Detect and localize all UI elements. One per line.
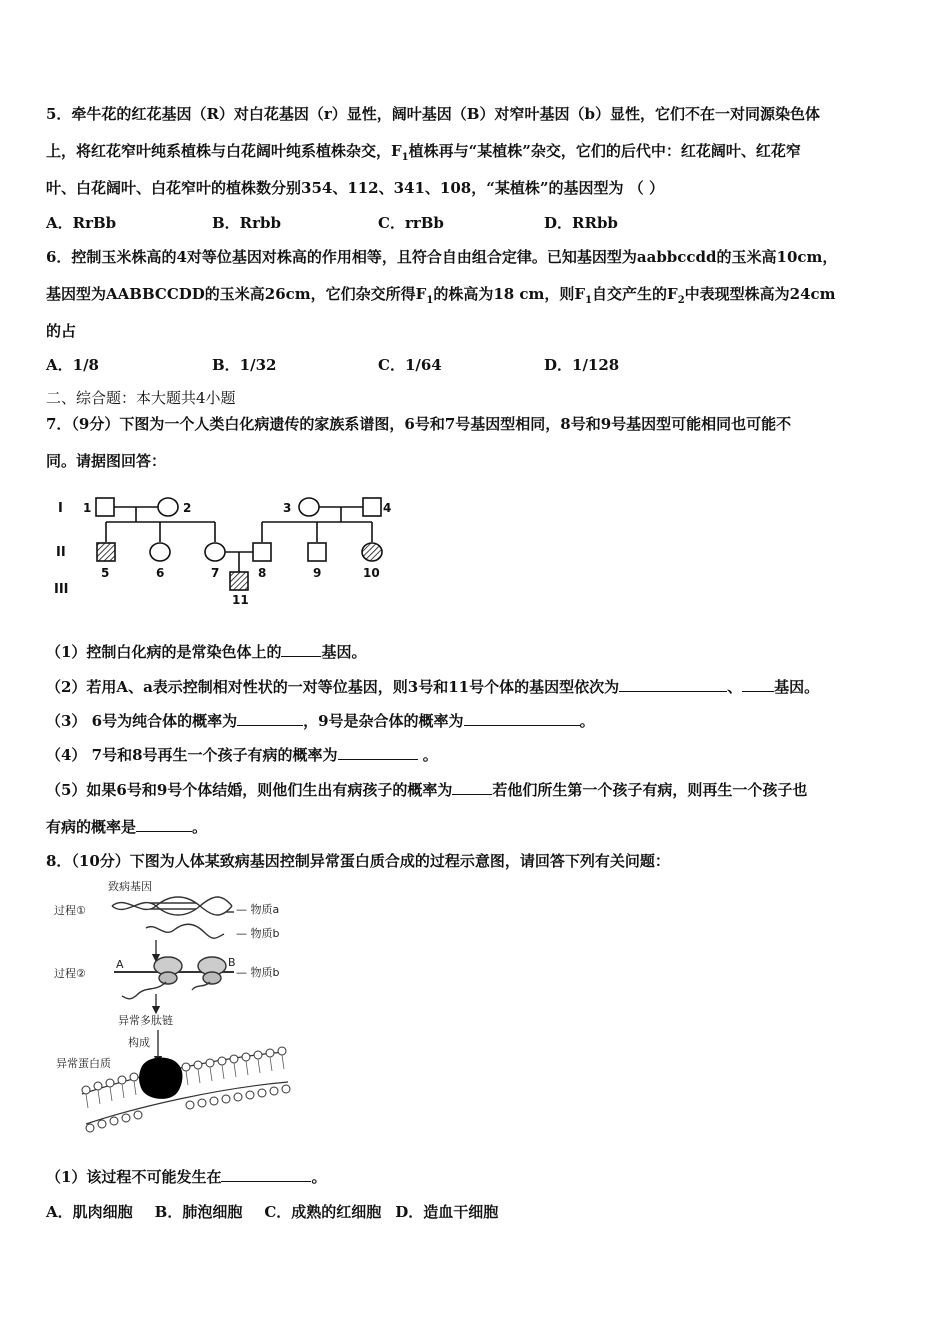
gen-label-iii: III [54,582,69,597]
q6-options [46,354,619,375]
q7-answer-2b[interactable] [742,677,774,692]
label-1: 1 [83,501,92,515]
q6-line-1: 6．控制玉米株高的4对等位基因对株高的作用相等，且符合自由组合定律。已知基因型为aabbccdd的玉米高10cm， [46,248,838,266]
q7-sub-2a: （2）若用A、a表示控制相对性状的一对等位基因，则3号和11号个体的基因型依次为 [46,678,620,696]
section-2-heading: 二、综合题：本大题共4小题 [46,389,236,407]
q8-option-d[interactable]: D．造血干细胞 [395,1203,499,1221]
q7-sub-4b: 。 [417,746,438,764]
q6-f1-sub: 1 [426,295,434,306]
individual-8 [253,543,271,561]
q6-option-d[interactable]: D．1/128 [544,356,620,374]
label-protein: 异常蛋白质 [56,1057,111,1070]
q8-line-1: 8．（10分）下图为人体某致病基因控制异常蛋白质合成的过程示意图，请回答下列有关问题： [46,852,670,870]
label-5: 5 [101,566,110,580]
q5-option-a[interactable]: A．RrBb [46,214,117,232]
q8-sub-1 [46,1167,904,1187]
q7-sub-5d: 。 [192,818,208,836]
label-2: 2 [183,501,192,515]
q7-line-2: 同。请据图回答： [46,452,167,470]
q6-line-2 [46,284,904,311]
q8-options [46,1201,498,1222]
q7-answer-1[interactable] [281,642,321,657]
label-substance-b2: — 物质b [236,966,280,979]
q7-answer-3a[interactable] [237,711,303,726]
q7-sub-5a: （5）如果6号和9号个体结婚，则他们生出有病孩子的概率为 [46,781,453,799]
gen-label-ii: II [56,545,66,560]
q6-f1-sub-2: 1 [585,295,593,306]
q7-sub-5b: 若他们所生第一个孩子有病，则再生一个孩子也 [492,781,808,799]
individual-4 [363,498,381,516]
q7-answer-3b[interactable] [464,711,580,726]
q5-option-c[interactable]: C．rrBb [378,214,444,232]
label-process-2: 过程② [54,967,86,980]
label-gene: 致病基因 [108,880,152,893]
individual-7 [205,543,225,561]
q7-sub-3a: （3） 6号为纯合体的概率为 [46,712,238,730]
label-process-1: 过程① [54,904,86,917]
individual-1 [96,498,114,516]
q6-option-c[interactable]: C．1/64 [378,356,442,374]
q5-options [46,212,618,233]
label-8: 8 [258,566,267,580]
label-b: B [228,956,236,969]
q5-line-1: 5．牵牛花的红花基因（R）对白花基因（r）显性，阔叶基因（B）对窄叶基因（b）显性，它们不在一对同源染色体 [46,105,820,123]
q7-line-1: 7．（9分）下图为一个人类白化病遗传的家族系谱图，6号和7号基因型相同，8号和9号基因型可能相同也可能不 [46,415,792,433]
q7-answer-5b[interactable] [136,817,192,832]
q5-option-d[interactable]: D．RRbb [544,214,618,232]
q6-line-3: 的占 [46,322,77,340]
q7-sub-3b: ，9号是杂合体的概率为 [303,712,464,730]
q7-sub-3c: 。 [579,712,595,730]
label-6: 6 [156,566,165,580]
q8-option-c[interactable]: C．成熟的红细胞 [264,1203,382,1221]
label-substance-b1: — 物质b [236,927,280,940]
individual-6 [150,543,170,561]
q7-answer-2a[interactable] [619,677,727,692]
individual-5 [97,543,115,561]
q7-sub-3 [46,711,904,731]
q8-option-b[interactable]: B．肺泡细胞 [154,1203,243,1221]
individual-3 [299,498,319,516]
q6-line-2c: 自交产生的F [592,285,678,303]
q7-answer-5a[interactable] [452,780,492,795]
q5-line-2b: 植株再与“某植株”杂交，它们的后代中：红花阔叶、红花窄 [408,142,801,160]
label-11: 11 [232,593,249,607]
individual-9 [308,543,326,561]
label-a: A [116,958,124,971]
q5-line-2a: 上，将红花窄叶纯系植株与白花阔叶纯系植株杂交，F [46,142,402,160]
label-7: 7 [211,566,220,580]
q7-sub-2c: 基因。 [774,678,820,696]
q7-sub-2b: 、 [727,678,743,696]
individual-2 [158,498,178,516]
label-10: 10 [363,566,380,580]
q7-sub-2 [46,677,904,697]
q5-line-2 [46,141,904,168]
abnormal-protein-shape [139,1058,182,1099]
q8-answer-1[interactable] [221,1167,311,1182]
q6-option-b[interactable]: B．1/32 [212,356,277,374]
q8-sub-1b: 。 [311,1168,327,1186]
q7-answer-4[interactable] [338,745,418,760]
q6-option-a[interactable]: A．1/8 [46,356,99,374]
q6-line-2a: 基因型为AABBCCDD的玉米高26cm，它们杂交所得F [46,285,427,303]
q7-sub-4a: （4） 7号和8号再生一个孩子有病的概率为 [46,746,338,764]
q6-line-2d: 中表现型株高为24cm [684,285,836,303]
q7-sub-5c: 有病的概率是 [46,818,137,836]
label-substance-a: — 物质a [236,903,280,916]
q5-f1-sub: 1 [401,152,409,163]
q7-sub-5-cont [46,817,904,837]
pedigree-chart [50,490,410,610]
q5-line-3: 叶、白花阔叶、白花窄叶的植株数分别354、112、341、108，“某植株”的基因型为 （ ） [46,179,664,197]
q6-line-2b: 的株高为18 cm，则F [433,285,586,303]
q6-f2-sub: 2 [677,295,685,306]
gen-label-i: I [58,501,63,516]
gene-expression-diagram [46,876,316,1146]
q8-option-a[interactable]: A．肌肉细胞 [46,1203,133,1221]
label-4: 4 [383,501,392,515]
q5-option-b[interactable]: B．Rrbb [212,214,282,232]
label-3: 3 [283,501,292,515]
q7-sub-1a: （1）控制白化病的是常染色体上的 [46,643,282,661]
label-9: 9 [313,566,322,580]
q7-sub-1 [46,642,904,662]
individual-11 [230,572,248,590]
q7-sub-4 [46,745,904,765]
label-polypeptide: 异常多肽链 [118,1014,173,1027]
individual-10 [362,543,382,561]
q7-sub-5 [46,780,904,800]
label-forms: 构成 [128,1036,150,1049]
q8-sub-1a: （1）该过程不可能发生在 [46,1168,222,1186]
q7-sub-1b: 基因。 [321,643,367,661]
